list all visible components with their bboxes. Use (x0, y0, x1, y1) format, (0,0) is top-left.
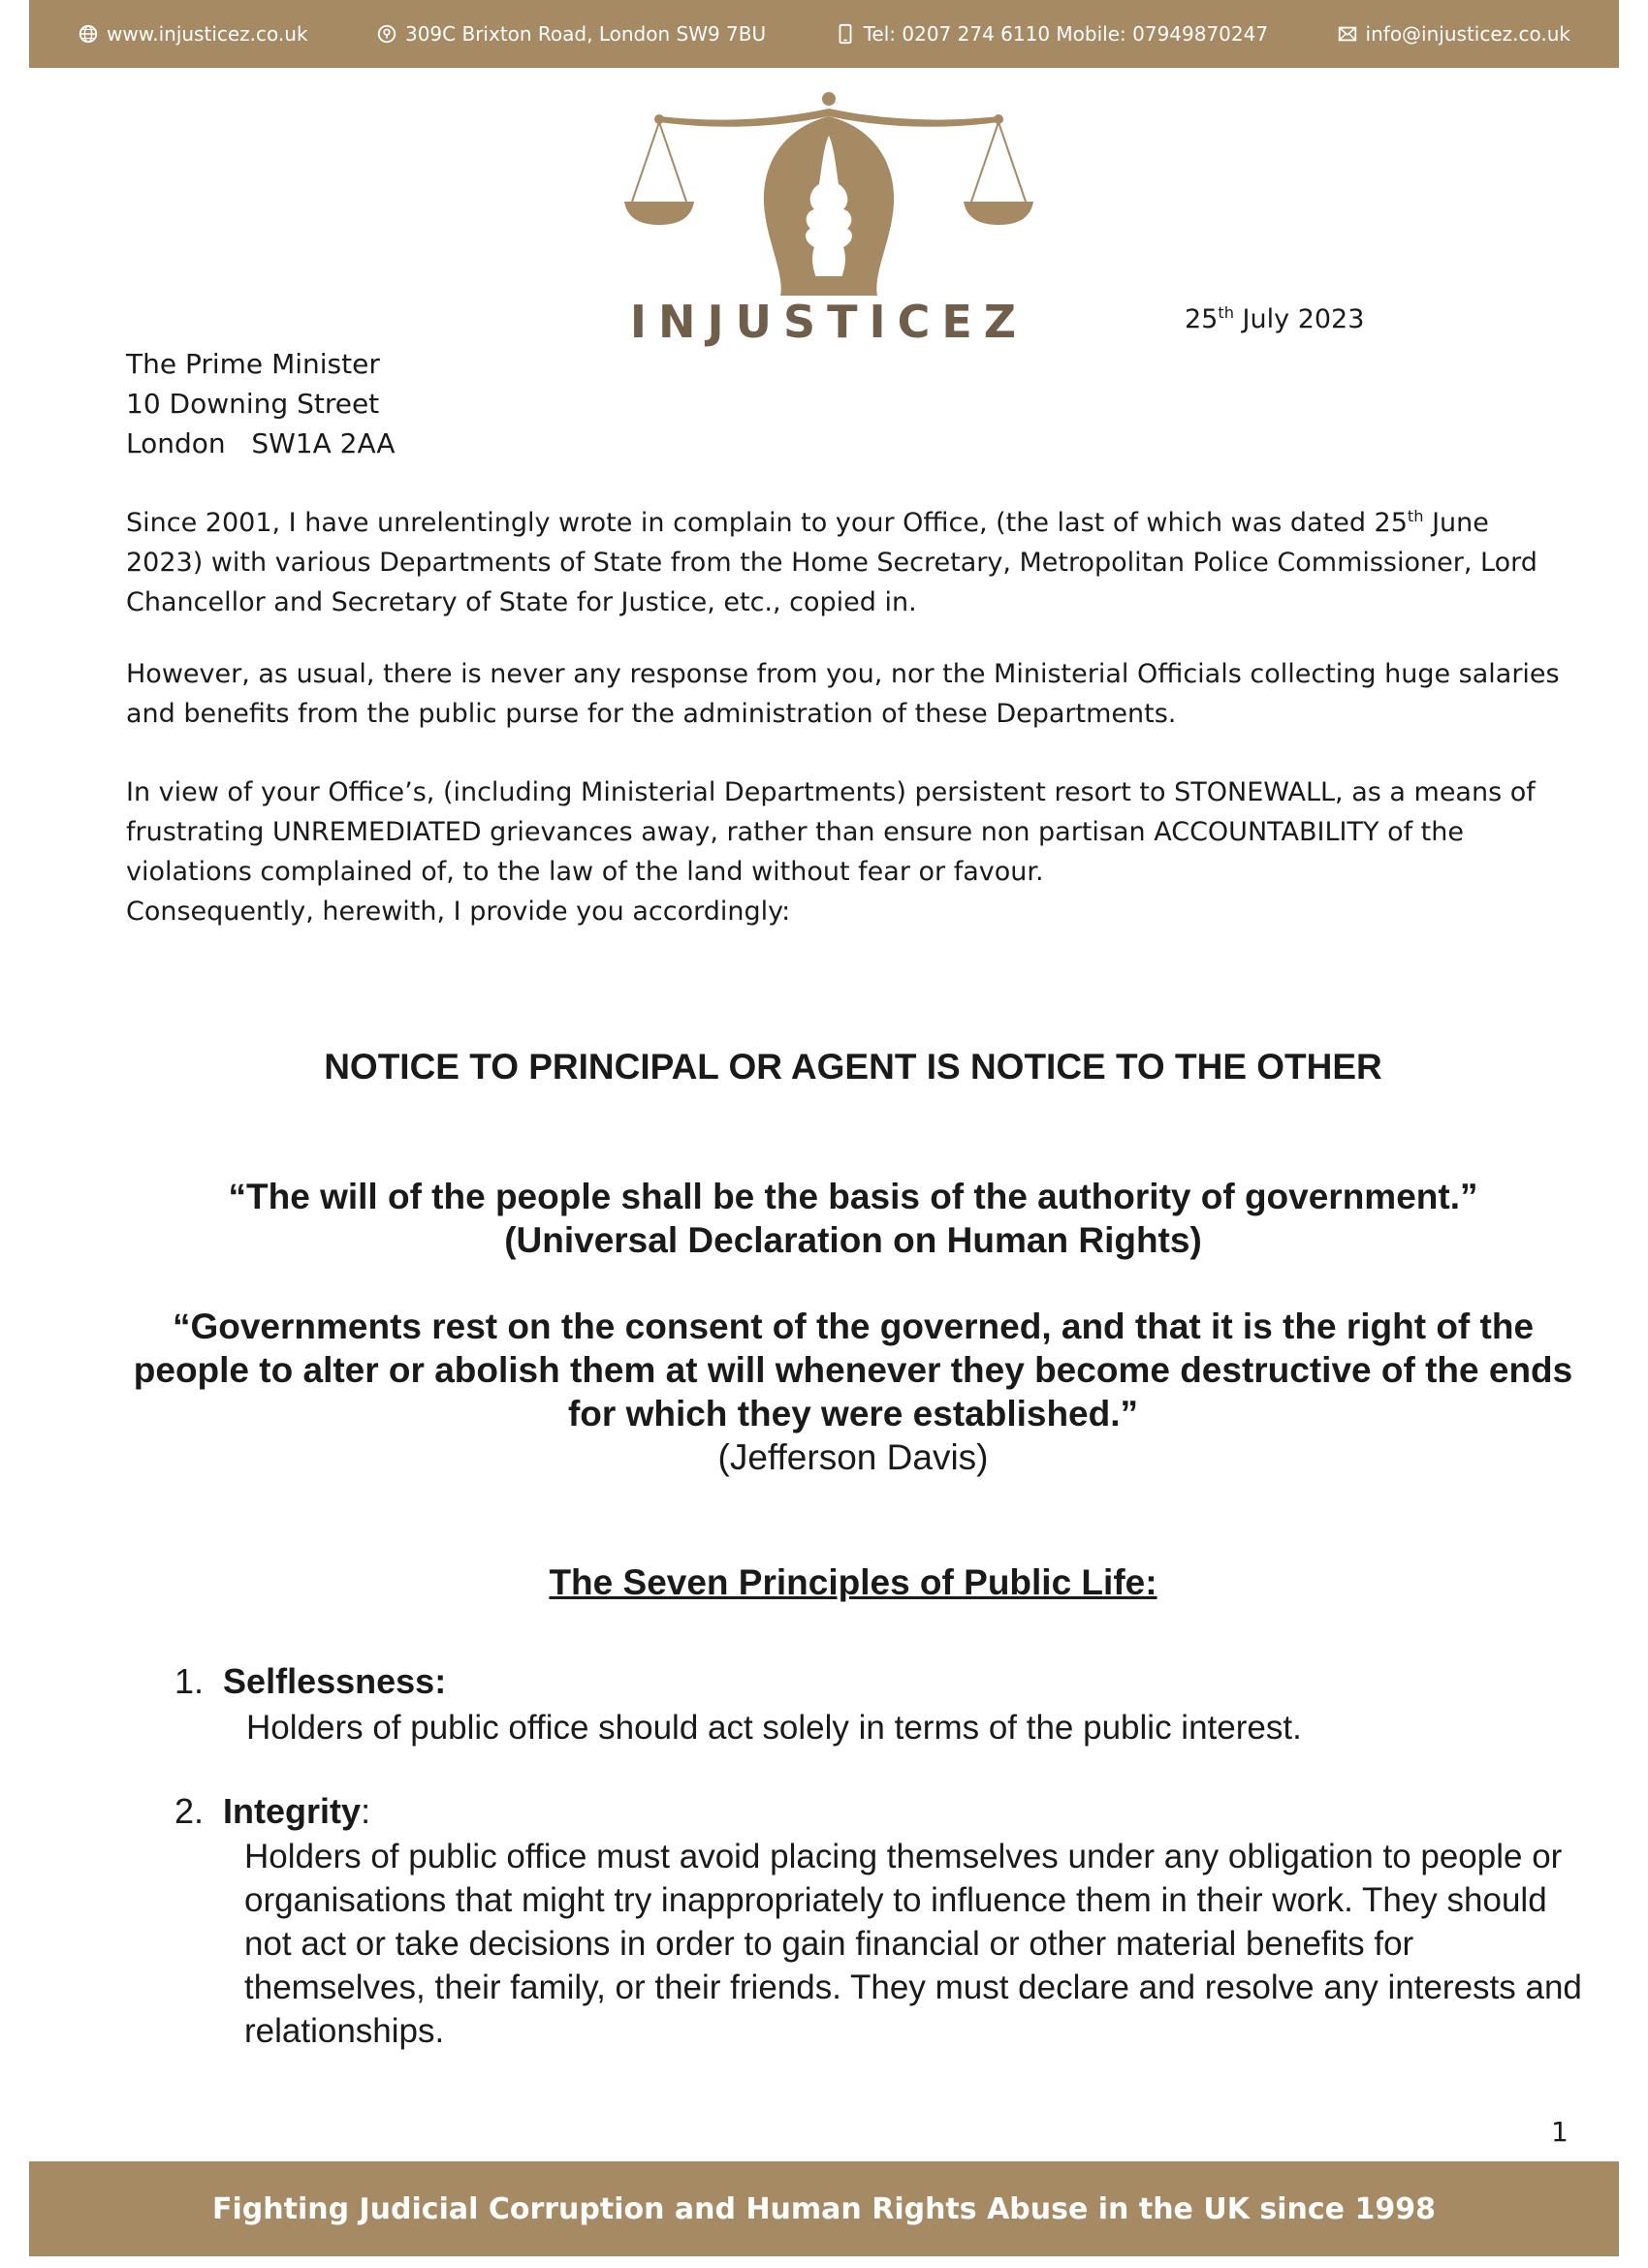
paragraph-1-sup: th (1407, 507, 1424, 525)
email-contact[interactable] (1337, 22, 1570, 46)
recipient-line: 10 Downing Street (126, 388, 380, 420)
quote-udhr-source: (Universal Declaration on Human Rights) (504, 1220, 1202, 1260)
page-number: 1 (1551, 2116, 1569, 2148)
principle-2-punct: : (361, 1791, 371, 1831)
date-rest: July 2023 (1233, 304, 1365, 334)
principle-2-number: 2. (174, 1791, 205, 1831)
phone-icon (835, 23, 856, 45)
phone-text: Tel: 0207 274 6110 Mobile: 07949870247 (863, 22, 1269, 46)
principle-2-name: Integrity (223, 1791, 362, 1831)
address-contact (376, 22, 766, 46)
phone-contact (835, 22, 1269, 46)
notice-heading: NOTICE TO PRINCIPAL OR AGENT IS NOTICE TO THE OTHER (324, 1047, 1382, 1087)
recipient-address (126, 344, 396, 463)
recipient-line: London SW1A 2AA (126, 427, 396, 459)
footer-bar (29, 2161, 1619, 2256)
website-text[interactable]: www.injusticez.co.uk (107, 22, 308, 46)
paragraph-2: However, as usual, there is never any response from you, nor the Ministerial Officials collecting huge salaries and benefits from the public purse for the administration of these Departments. (126, 659, 1560, 729)
address-text: 309C Brixton Road, London SW9 7BU (404, 22, 767, 46)
date-suffix: th (1218, 303, 1234, 322)
principles-title: The Seven Principles of Public Life: (549, 1562, 1157, 1602)
quote-jefferson-davis-source: (Jefferson Davis) (717, 1437, 989, 1477)
letter-date (1185, 303, 1364, 334)
principle-1-title (174, 1661, 446, 1702)
footer-slogan: Fighting Judicial Corruption and Human Rights Abuse in the UK since 1998 (212, 2191, 1436, 2226)
envelope-icon (1337, 23, 1358, 45)
paragraph-3: In view of your Office’s, (including Ministerial Departments) persistent resort to STONEWALL, as a means of frustrating UNREMEDIATED grievances away, rather than ensure non partisan ACCOUNTABILITY of the violations complained of, to the law of the land without fear or favour. (126, 777, 1536, 887)
principle-2-text: Holders of public office must avoid placing themselves under any obligation to people or organisations that might try inappropriately to influence them in their work. They should not act or take decisions in order to gain financial or other material benefits for themselves, their family, or their friends. They must declare and resolve any interests and relationships. (244, 1838, 1582, 2050)
paragraph-1-text-a: Since 2001, I have unrelentingly wrote in complain to your Office, (the last of which was dated 25 (126, 508, 1408, 538)
quote-udhr (126, 1175, 1580, 1262)
paragraph-1 (126, 496, 1570, 622)
principle-1-punct: : (434, 1661, 447, 1701)
logo-wordmark: INJUSTICEZ (629, 296, 1029, 348)
quote-udhr-text: “The will of the people shall be the basis of the authority of government.” (228, 1177, 1478, 1216)
quote-jefferson-davis (126, 1305, 1580, 1479)
email-text[interactable]: info@injusticez.co.uk (1365, 22, 1570, 46)
quote-jefferson-davis-text: “Governments rest on the consent of the governed, and that it is the right of the people to alter or abolish them at will whenever they become destructive of the ends for which they were established.” (133, 1307, 1573, 1433)
contact-header-bar (29, 0, 1619, 68)
paragraph-1-text-b: June 2023) with various Departments of State from the Home Secretary, Metropolitan Police Commissioner, Lord Chancellor and Secretary of State for Justice, etc., copied in. (126, 508, 1537, 617)
paragraph-4: Consequently, herewith, I provide you accordingly: (126, 897, 791, 927)
principle-1-number: 1. (174, 1661, 205, 1701)
recipient-line: The Prime Minister (126, 348, 380, 380)
principle-2-title (174, 1791, 370, 1832)
date-day: 25 (1185, 304, 1219, 334)
principle-1-name: Selflessness (223, 1661, 435, 1701)
website-contact[interactable] (78, 22, 308, 46)
location-pin-icon (376, 23, 397, 45)
principle-1-text: Holders of public office should act solely in terms of the public interest. (246, 1709, 1302, 1747)
globe-icon (78, 23, 99, 45)
